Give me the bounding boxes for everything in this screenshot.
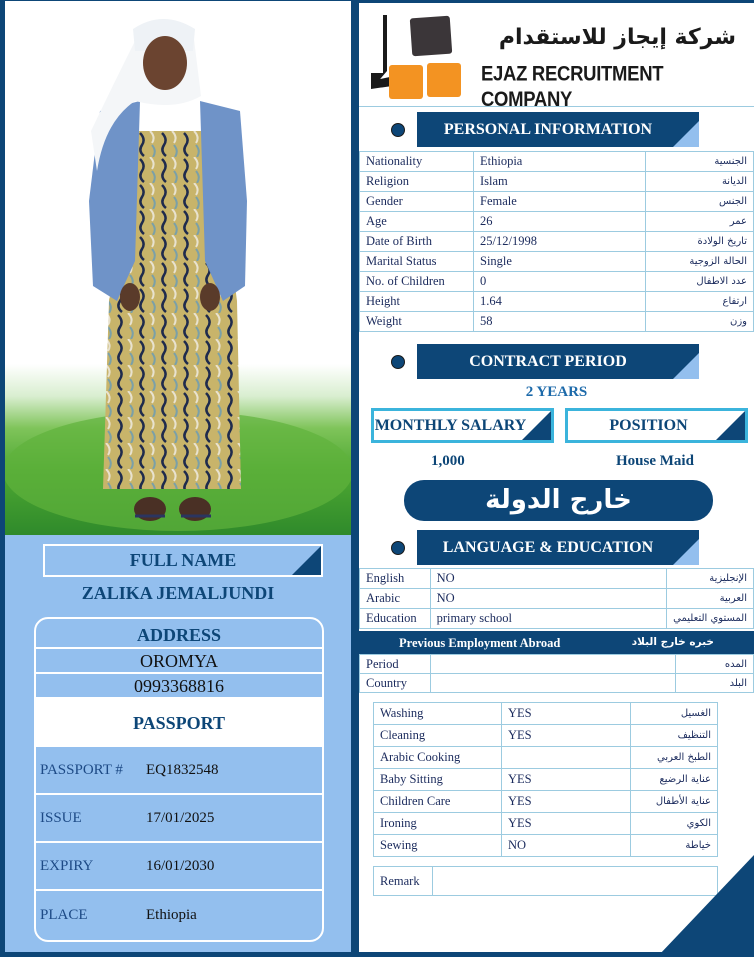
row-value: Single	[474, 252, 646, 272]
passport-row-value: 17/01/2025	[146, 809, 215, 826]
row-value	[431, 655, 676, 674]
bottom-border	[0, 952, 754, 957]
personal-information-header	[359, 112, 754, 148]
row-label-arabic: خياطة	[631, 835, 718, 857]
corner-triangle-decoration	[522, 411, 551, 440]
passport-row-label: ISSUE	[40, 809, 82, 826]
row-value: YES	[502, 791, 631, 813]
abroad-badge: خارج الدولة	[404, 480, 713, 521]
full-name-value: ZALIKA JEMALJUNDI	[81, 583, 275, 603]
personal-info-row	[360, 192, 754, 212]
skill-row	[374, 725, 718, 747]
position-label-box	[565, 408, 748, 443]
skill-row	[374, 703, 718, 725]
language-row	[360, 589, 754, 609]
previous-employment-row	[360, 655, 754, 674]
skill-row	[374, 791, 718, 813]
address-passport-card	[34, 617, 324, 942]
corner-triangle-decoration	[673, 353, 699, 379]
top-border	[356, 0, 754, 3]
row-label-arabic: الإنجليزية	[667, 569, 754, 589]
personal-info-row	[360, 172, 754, 192]
passport-row-label: PASSPORT #	[40, 761, 123, 778]
corner-triangle-decoration	[716, 411, 745, 440]
row-label: Ironing	[374, 813, 502, 835]
row-value: YES	[502, 703, 631, 725]
personal-info-row	[360, 252, 754, 272]
applicant-summary	[5, 535, 351, 952]
row-label-arabic: الطبخ العربي	[631, 747, 718, 769]
passport-row-label: PLACE	[40, 906, 88, 923]
contract-period-header	[359, 344, 754, 380]
skill-row	[374, 835, 718, 857]
row-label-arabic: الغسيل	[631, 703, 718, 725]
previous-employment-title-arabic: خبره خارج البلاد	[631, 636, 714, 648]
personal-info-row	[360, 272, 754, 292]
passport-row	[36, 891, 322, 939]
row-label-arabic: عناية الأطفال	[631, 791, 718, 813]
phone-value: 0993368816	[36, 674, 322, 699]
row-value: primary school	[430, 609, 667, 629]
row-label: Age	[360, 212, 474, 232]
passport-row	[36, 843, 322, 891]
row-label-arabic: عناية الرضيع	[631, 769, 718, 791]
company-logo-icon	[369, 11, 461, 103]
left-panel	[0, 0, 356, 955]
right-panel	[356, 0, 754, 955]
row-label: Education	[360, 609, 431, 629]
position-label: POSITION	[609, 417, 688, 434]
row-label: Date of Birth	[360, 232, 474, 252]
skill-row	[374, 747, 718, 769]
corner-triangle-decoration	[659, 855, 754, 955]
section-banner	[417, 530, 699, 565]
full-name-label: FULL NAME	[129, 550, 237, 570]
row-label: Washing	[374, 703, 502, 725]
row-label-arabic: المستوي التعليمي	[667, 609, 754, 629]
language-education-table	[359, 568, 754, 629]
address-value: OROMYA	[36, 649, 322, 674]
row-label-arabic: العربية	[667, 589, 754, 609]
contract-period-value: 2 YEARS	[525, 384, 588, 400]
full-name-label-box	[43, 544, 323, 577]
monthly-salary-label: MONTHLY SALARY	[374, 417, 527, 434]
row-label: Height	[360, 292, 474, 312]
passport-row-value: 16/01/2030	[146, 857, 215, 874]
row-label-arabic: الجنس	[646, 192, 754, 212]
corner-triangle-decoration	[290, 546, 321, 577]
bullet-icon	[391, 541, 405, 555]
row-label-arabic: البلد	[676, 674, 754, 693]
language-row	[360, 569, 754, 589]
row-value: NO	[430, 589, 667, 609]
row-label-arabic: الديانة	[646, 172, 754, 192]
company-name-english: EJAZ RECRUITMENT COMPANY	[481, 61, 664, 111]
row-label: No. of Children	[360, 272, 474, 292]
address-label: ADDRESS	[36, 619, 322, 649]
row-label: Children Care	[374, 791, 502, 813]
row-label-arabic: ارتفاع	[646, 292, 754, 312]
row-label-arabic: عمر	[646, 212, 754, 232]
applicant-photo	[5, 1, 351, 535]
monthly-salary-value: 1,000	[431, 453, 465, 469]
skill-row	[374, 813, 718, 835]
row-label: Arabic	[360, 589, 431, 609]
row-value	[431, 674, 676, 693]
row-label-arabic: الجنسية	[646, 152, 754, 172]
passport-row-value: EQ1832548	[146, 761, 219, 778]
section-title: CONTRACT PERIOD	[469, 353, 627, 370]
personal-info-row	[360, 232, 754, 252]
bullet-icon	[391, 123, 405, 137]
passport-row-value: Ethiopia	[146, 906, 197, 923]
row-value: Female	[474, 192, 646, 212]
row-label-arabic: الحالة الزوجية	[646, 252, 754, 272]
previous-employment-row	[360, 674, 754, 693]
row-label: Cleaning	[374, 725, 502, 747]
remark-label: Remark	[374, 867, 433, 896]
passport-row	[36, 795, 322, 843]
passport-row	[36, 747, 322, 795]
personal-info-row	[360, 152, 754, 172]
row-value: 25/12/1998	[474, 232, 646, 252]
row-value: YES	[502, 725, 631, 747]
personal-info-row	[360, 212, 754, 232]
section-banner	[417, 112, 699, 147]
row-label-arabic: الكوي	[631, 813, 718, 835]
row-label: Gender	[360, 192, 474, 212]
language-education-header	[359, 530, 754, 566]
row-value: 58	[474, 312, 646, 332]
row-label-arabic: تاريخ الولادة	[646, 232, 754, 252]
position-value: House Maid	[616, 453, 694, 469]
corner-triangle-decoration	[673, 539, 699, 565]
row-label: English	[360, 569, 431, 589]
row-value: Ethiopia	[474, 152, 646, 172]
personal-info-row	[360, 312, 754, 332]
company-name-arabic: شركة إيجاز للاستقدام	[498, 25, 736, 50]
row-label: Baby Sitting	[374, 769, 502, 791]
personal-info-row	[360, 292, 754, 312]
skills-table	[373, 702, 718, 857]
section-title: PERSONAL INFORMATION	[443, 121, 653, 138]
corner-triangle-decoration	[673, 121, 699, 147]
row-label-arabic: وزن	[646, 312, 754, 332]
monthly-salary-label-box	[371, 408, 554, 443]
row-label: Period	[360, 655, 431, 674]
language-row	[360, 609, 754, 629]
row-value: YES	[502, 813, 631, 835]
previous-employment-title: Previous Employment Abroad	[399, 636, 561, 650]
company-header	[359, 3, 754, 111]
row-label: Arabic Cooking	[374, 747, 502, 769]
row-label: Weight	[360, 312, 474, 332]
row-value: NO	[430, 569, 667, 589]
row-label-arabic: عدد الاطفال	[646, 272, 754, 292]
bullet-icon	[391, 355, 405, 369]
row-label: Nationality	[360, 152, 474, 172]
row-label: Marital Status	[360, 252, 474, 272]
row-label: Sewing	[374, 835, 502, 857]
row-value: 0	[474, 272, 646, 292]
row-label-arabic: التنظيف	[631, 725, 718, 747]
applicant-photo-illustration	[5, 1, 351, 535]
row-value: YES	[502, 769, 631, 791]
row-value: Islam	[474, 172, 646, 192]
row-value: 26	[474, 212, 646, 232]
row-value	[502, 747, 631, 769]
section-title: LANGUAGE & EDUCATION	[442, 539, 654, 556]
row-label-arabic: المده	[676, 655, 754, 674]
previous-employment-header	[359, 631, 754, 655]
row-value: 1.64	[474, 292, 646, 312]
row-value: NO	[502, 835, 631, 857]
passport-label: PASSPORT	[36, 699, 322, 747]
row-label: Country	[360, 674, 431, 693]
row-label: Religion	[360, 172, 474, 192]
previous-employment-table	[359, 654, 754, 693]
passport-row-label: EXPIRY	[40, 857, 94, 874]
skill-row	[374, 769, 718, 791]
section-banner	[417, 344, 699, 379]
personal-information-table	[359, 151, 754, 332]
